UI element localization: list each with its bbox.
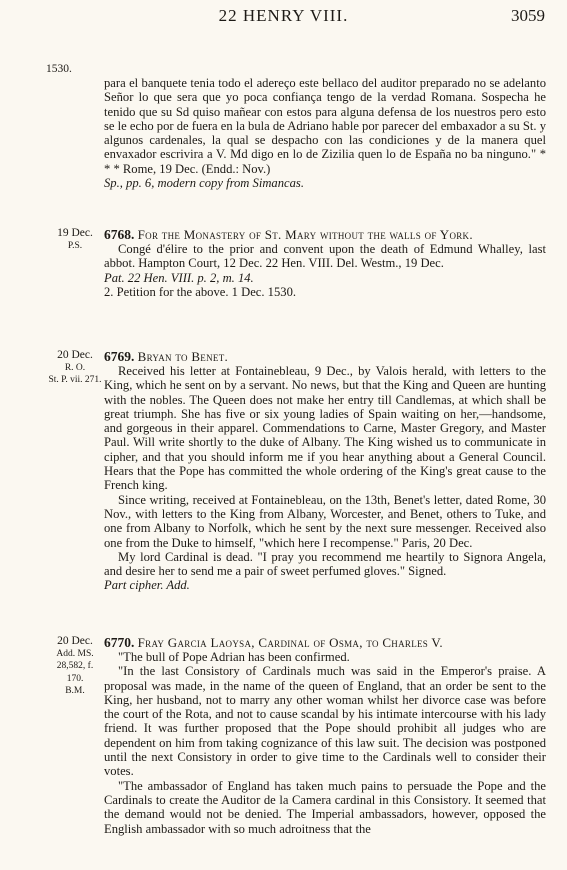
entry-6768-body [104, 227, 546, 299]
entry-6769-date: 20 Dec. [57, 349, 93, 361]
entry-6770-margin [48, 635, 102, 698]
entry-6770-ref2: 28,582, f. 170. [56, 661, 94, 684]
entry-6768-date: 19 Dec. [57, 227, 93, 239]
entry-6769-margin [48, 349, 102, 387]
entry-6768-number: 6768. [104, 227, 135, 242]
entry-6769-para1: Received his letter at Fontainebleau, 9 Dec., by Valois herald, with letters to the King, which he sent on by a servant. No news, but that the King and Queen are hunting with the nobles. The Queen does not make her entry till Candlemas, at which shall be great triumph. She has five or six young ladies of Spain waiting on her,—handsome, and gorgeous in their apparel. Commendations to Carne, Master Gregory, and Master Paul. Will write shortly to the duke of Albany. The King wished us to communicate in cipher, and that you should inform me if you hear anything about a General Council. Hears that the Pope has committed the whole ordering of the King's great cause to the French king. [104, 364, 546, 493]
entry-6770-para3: "The ambassador of England has taken much pains to persuade the Pope and the Cardinals to create the Auditor de la Camera cardinal in this Consistory. It seemed that the demand would not be denied. The Imperial ambassadors, however, opposed the English ambassador with so much adroitness that the [104, 778, 546, 836]
entry-continuation-body [104, 76, 546, 190]
entry-6769-title: Bryan to Benet. [137, 349, 229, 364]
entry-6770-body [104, 635, 546, 836]
entry-6769-ref2: St. P. vii. 271. [48, 375, 102, 385]
entry-continuation-source: Sp., pp. 6, modern copy from Simancas. [104, 176, 304, 191]
entry-6770-ref3: B.M. [65, 686, 85, 696]
entry-6768-heading [104, 227, 546, 242]
entry-6770-number: 6770. [104, 635, 135, 650]
page-number: 3059 [511, 6, 545, 25]
entry-6769-body [104, 349, 546, 593]
entry-6768-title: For the Monastery of St. Mary without the walls of York. [137, 227, 473, 242]
margin-year: 1530. [46, 63, 72, 75]
entry-6768-petition: 2. Petition for the above. 1 Dec. 1530. [104, 284, 297, 299]
entry-6769-heading [104, 349, 546, 364]
entry-continuation-text: para el banquete tenia todo el adereço este bellaco del auditor preparado no se adelanto Señor lo que sera que yo poca confiança tengo de la verdad Romana. Sospecha he tenido que su Sd quiso mañear con estos para alguna defensa de los nuestros pero esto se le echo por de fuera en la bula de Adriano hable por parecer del embaxador a su St. y algunos cardenales, la qual se despacho con las condiciones y de la manera quel envaxador escrivira a V. Md digo en lo de Zizilia quen lo de España no ba ninguno." * * * Rome, 19 Dec. (Endd.: Nov.) [104, 76, 546, 176]
entry-6770-date: 20 Dec. [57, 635, 93, 647]
entry-6770-para1: "The bull of Pope Adrian has been confirmed. [118, 650, 350, 664]
entry-6768-text: Congé d'élire to the prior and convent upon the death of Edmund Whalley, last abbot. Hampton Court, 12 Dec. 22 Hen. VIII. Del. Westm., 19 Dec. [104, 242, 546, 271]
entry-6769-para3: My lord Cardinal is dead. "I pray you recommend me heartily to Signora Angela, and desire her to send me a pair of sweet perfumed gloves." Signed. [104, 549, 546, 579]
entry-6768-margin [48, 227, 102, 252]
entry-6769-source: Part cipher. Add. [104, 578, 190, 593]
entry-6770-heading [104, 635, 546, 650]
entry-6770-ref1: Add. MS. [56, 648, 94, 659]
entry-6768-source: Pat. 22 Hen. VIII. p. 2, m. 14. [104, 270, 254, 285]
entry-6770-title: Fray Garcia Laoysa, Cardinal of Osma, to Charles V. [137, 635, 443, 650]
entry-6769-number: 6769. [104, 349, 135, 364]
entry-6770-para2: "In the last Consistory of Cardinals much was said in the Emperor's praise. A proposal was made, in the name of the queen of England, that an order be sent to the King, her husband, not to marry any other woman whilst her divorce case was before the court of the Rota, and not to cause scandal by his intimate intercourse with his lady friend. It was further proposed that the Pope should prohibit all judges who are dependent on him from taking cognizance of this law suit. The decision was postponed until the next Consistory in order to give time to the Cardinals well to consider their votes. [104, 664, 546, 779]
entry-6769-para2: Since writing, received at Fontainebleau, on the 13th, Benet's letter, dated Rome, 30 Nov., with letters to the King from Albany, Worcester, and Benet, others to Tuke, and one from Albany to Norfolk, which he sent by the next sure messenger. Received also one from the Duke to himself, "which here I recompense." Paris, 20 Dec. [104, 492, 546, 550]
running-title: 22 HENRY VIII. [218, 6, 349, 25]
page-header [0, 4, 567, 28]
entry-6769-ref1: R. O. [64, 362, 86, 373]
entry-6768-ref: P.S. [67, 240, 83, 251]
